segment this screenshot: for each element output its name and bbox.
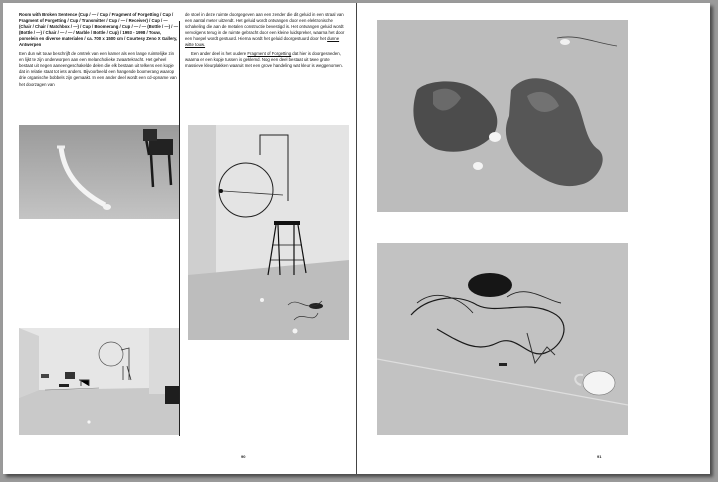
photo-hoop-stand [188,125,349,340]
body-paragraph-2-text: de stoel in deze ruimte doorgegeven aan een zender die dit geluid in een straal van een aantal meter uitzendt. Het geluid wordt ontvangen door een elektronische schakeling die aan de metalen constructie bevestigd is. Het ontvangen geluid wordt vervolgens terug in de ruimte gebracht door een kleine luidspreker, waarna het door een hoepel wordt gestuurd. Hierna wordt het geluid doorgestuurd door het [185,12,345,42]
body-paragraph-3-rest: dat hier is doorgesneden, waarna er een kopje tussen is geklemd. Nog een deel bestaat uit twee grote massieve kleurplakken waaruit met een grove handeling wat kleur is weggenomen. [185,51,343,69]
body-paragraph-1: Een dun wit touw beschrijft de omtrek van een kamer als een lange ruimtelijke zin en lijkt te zijn onderworpen aan een melancholieke zwaartekracht. Het geheel bestaat uit negen aaneengeschakelde delen die elk bestaan uit telkens een kopje dat in relatie staat tot iets anders. Bijvoorbeeld een hangende boomerang waarop drie organische bobbels zijn gemaakt. In een ander deel wordt een cd-opname van het doorzagen van [19,51,177,87]
work-caption: Room with Broken Sentence (Cup / — / Cup / Fragment of Forgetting / Cup / Fragment of Forgetting / Cup / Transmitter / Cup / — / Receiver) / Cup / — (Chair / Chair / Matchbox / —) / Cup / Boomerang / Cup / — / — (Bottle / —) / — (Bottle / —) / Chair / — / — / Marble / Bottle / Cup) / 1993 - 1998 / Touw, porselein en diverse materialen / ca. 700 x 1500 cm / Courtesy Zeno X Gallery, Antwerpen [19,12,178,48]
photo-hoop-stand-image [188,125,349,340]
page-number-left: 90 [241,454,246,459]
body-paragraph-3 [185,51,348,69]
photo-organic-forms-image [377,20,628,212]
text-column-right [185,12,348,72]
photo-gallery-room-image [19,328,179,435]
book-spread [3,3,710,474]
text-column-left [19,12,179,90]
right-page [357,3,710,474]
work-title-link: Fragment of Forgetting [247,51,292,57]
photo-floor-chair-image [19,125,179,219]
photo-cables-cup-image [377,243,628,435]
body-paragraph-2 [185,12,348,49]
column-rule [179,21,180,436]
body-paragraph-3-lead: Een ander deel is het oudere [191,51,248,57]
underlined-phrase: dunne witte touw. [185,36,340,48]
page-number-right: 91 [597,454,602,459]
photo-gallery-room [19,328,179,435]
photo-cables-cup [377,243,628,435]
photo-organic-forms [377,20,628,212]
left-page [3,3,357,474]
photo-floor-chair [19,125,179,219]
